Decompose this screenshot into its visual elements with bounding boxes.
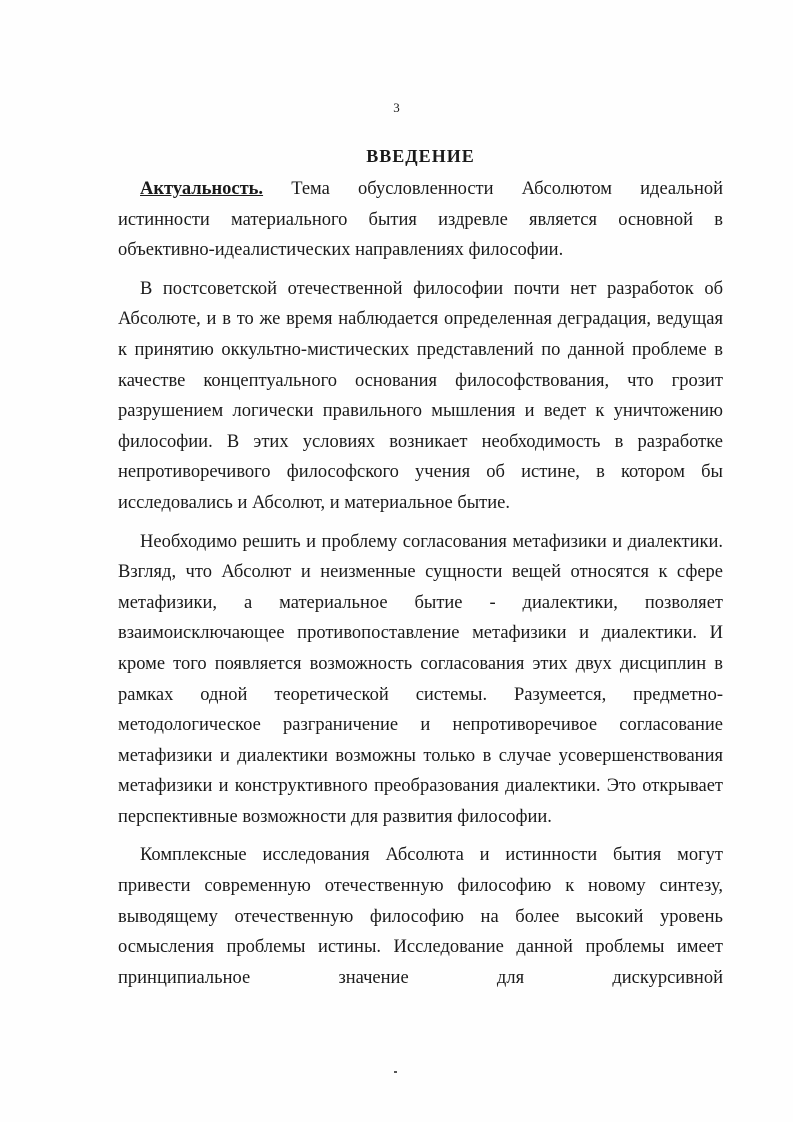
paragraph-post-soviet: В постсоветской отечественной философии почти нет разработок об Абсолюте, и в то же время наблюдается определенная деградация, ведущая к принятию оккультно-мистических представлений по данной проблеме в качестве концептуального основания философствования, что грозит разрушением логически правильного мышления и ведет к уничтожению философии. В этих условиях возникает необходимость в разработке непротиворечивого философского учения об истине, в котором бы исследовались и Абсолют, и материальное бытие.: [118, 278, 723, 513]
page-number: 3: [393, 100, 400, 115]
paragraph-research: Комплексные исследования Абсолюта и истинности бытия могут привести современную отечественную философию к новому синтезу, выводящему отечественную философию на более высокий уровень осмысления проблемы истины. Исследование данной проблемы имеет принципиальное значение для дискурсивной: [118, 845, 723, 988]
scan-speck: [394, 1071, 397, 1073]
document-body: [118, 174, 723, 993]
paragraph-metaphysics: Необходимо решить и проблему согласования метафизики и диалектики. Взгляд, что Абсолют и неизменные сущности вещей относятся к сфере метафизики, а материальное бытие - диалектики, позволяет взаимоисключающее противопоставление метафизики и диалектики. И кроме того появляется возможность согласования этих двух дисциплин в рамках одной теоретической системы. Разумеется, предметно-методологическое разграничение и непротиворечивое согласование метафизики и диалектики возможны только в случае усовершенствования метафизики и конструктивного преобразования диалектики. Это открывает перспективные возможности для развития философии.: [118, 531, 723, 827]
paragraph-relevance: [118, 174, 723, 266]
relevance-text: Тема обусловленности Абсолютом идеальной истинности материального бытия издревле является основной в объективно-идеалистических направлениях философии.: [118, 179, 723, 261]
page-title: ВВЕДЕНИЕ: [366, 146, 475, 166]
relevance-heading: Актуальность.: [140, 179, 264, 199]
